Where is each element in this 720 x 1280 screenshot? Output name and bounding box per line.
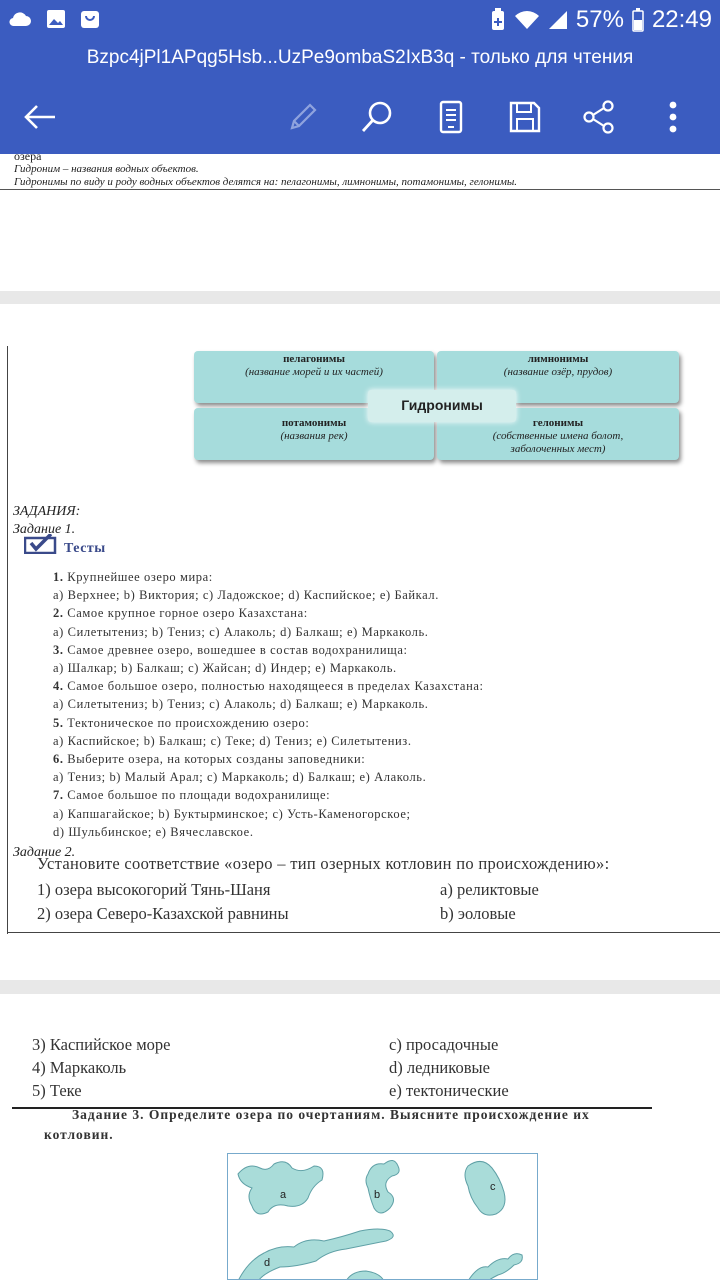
- search-button[interactable]: [350, 90, 404, 144]
- lake-label-b: b: [374, 1189, 381, 1201]
- task3-text: [44, 1105, 590, 1145]
- question-line: 2. Самое крупное горное озеро Казахстана:: [53, 606, 308, 621]
- question-line: 5. Тектоническое по происхождению озеро:: [53, 715, 310, 730]
- pencil-icon: [286, 100, 320, 134]
- match-right-item: а) реликтовые: [440, 880, 539, 899]
- answer-line: а) Силетытениз; b) Тениз; с) Алаколь; d) Балкаш; е) Маркаколь.: [53, 624, 429, 639]
- share-button[interactable]: [572, 90, 626, 144]
- save-icon: [508, 100, 542, 134]
- test-questions: [53, 568, 484, 841]
- status-bar: [0, 0, 720, 42]
- lake-outlines-image: [228, 1154, 538, 1280]
- tasks-heading: ЗАДАНИЯ:: [13, 504, 81, 519]
- match-left-item: 2) озера Северо-Казахской равнины: [37, 904, 289, 923]
- match-left-item: 4) Маркаколь: [32, 1058, 127, 1077]
- answer-line: а) Тениз; b) Малый Арал; с) Маркаколь; d) Балкаш; е) Алаколь.: [53, 770, 427, 785]
- match-left-item: 5) Теке: [32, 1081, 82, 1100]
- more-options-button[interactable]: [646, 90, 700, 144]
- checkbox-icon: [24, 534, 58, 554]
- match-right-item: с) просадочные: [389, 1035, 499, 1054]
- lake-label-d: d: [264, 1257, 271, 1269]
- task3-line: Задание 3. Определите озера по очертаниям. Выясните происхождение их: [72, 1107, 590, 1122]
- battery-saver-icon: [490, 8, 506, 32]
- task1-label: Задание 1.: [13, 522, 76, 537]
- question-line: 4. Самое большое озеро, полностью находящееся в пределах Казахстана:: [53, 679, 484, 694]
- share-icon: [582, 100, 616, 134]
- diagram-center-label: Гидронимы: [368, 390, 516, 422]
- back-arrow-icon: [23, 104, 57, 130]
- edit-button[interactable]: [276, 90, 330, 144]
- search-icon: [360, 100, 394, 134]
- question-line: 3. Самое древнее озеро, вошедшее в состав водохранилища:: [53, 642, 408, 657]
- diagram-box-subtitle-2: заболоченных мест): [510, 443, 606, 455]
- lake-label-a: a: [280, 1189, 287, 1201]
- diagram-box-subtitle: (названия рек): [280, 430, 348, 442]
- clock: 22:49: [651, 6, 712, 33]
- document-title: Bzpc4jPl1APqg5Hsb...UzPe9ombaS2IxB3q - только для чтения: [0, 42, 720, 80]
- match-right-item: d) ледниковые: [389, 1058, 490, 1077]
- page1-line-1: Гидроним – названия водных объектов.: [14, 163, 199, 175]
- match-left-item: 3) Каспийское море: [32, 1035, 171, 1054]
- document-page-2: [0, 304, 720, 980]
- battery-icon: [632, 8, 644, 32]
- gallery-icon: [46, 9, 66, 29]
- document-view-icon: [437, 100, 465, 134]
- match-right-item: е) тектонические: [389, 1081, 509, 1100]
- question-line: 6. Выберите озера, на которых созданы заповедники:: [53, 752, 366, 767]
- more-vert-icon: [668, 100, 678, 134]
- signal-icon: [548, 10, 568, 30]
- diagram-box-title: потамонимы: [281, 417, 347, 429]
- document-page-1: [0, 154, 720, 291]
- lake-outlines-figure: [227, 1153, 538, 1280]
- document-page-3: [0, 994, 720, 1280]
- diagram-box-title: лимнонимы: [527, 353, 589, 365]
- question-line: 1. Крупнейшее озеро мира:: [53, 570, 213, 584]
- wifi-icon: [514, 10, 540, 30]
- answer-line: а) Шалкар; b) Балкаш; с) Жайсан; d) Индер; е) Маркаколь.: [53, 661, 397, 676]
- page-rule: [0, 189, 720, 190]
- answer-line: а) Силетытениз; b) Тениз; с) Алаколь; d) Балкаш; е) Маркаколь.: [53, 697, 429, 712]
- lake-label-c: c: [490, 1181, 496, 1193]
- tests-title: Тесты: [64, 541, 106, 556]
- cloud-icon: [8, 10, 32, 28]
- diagram-box-subtitle: (название озёр, прудов): [503, 366, 613, 378]
- save-button[interactable]: [498, 90, 552, 144]
- page-rule: [7, 932, 720, 933]
- answer-line: а) Каспийское; b) Балкаш; с) Теке; d) Тениз; е) Силетытениз.: [53, 733, 412, 748]
- diagram-box-title: гелонимы: [532, 417, 584, 429]
- bag-icon: [80, 9, 100, 29]
- answer-line: d) Шульбинское; е) Вячеславское.: [53, 824, 254, 839]
- page-margin-rule: [7, 346, 8, 934]
- diagram-box-subtitle: (название морей и их частей): [245, 366, 383, 378]
- match-right-item: b) эоловые: [440, 904, 516, 923]
- diagram-box-title: пелагонимы: [283, 353, 345, 365]
- battery-percent: 57%: [575, 6, 624, 33]
- page1-line-2: Гидронимы по виду и роду водных объектов делятся на: пелагонимы, лимнонимы, потамонимы, гелонимы.: [14, 176, 518, 188]
- answer-line: а) Капшагайское; b) Буктырминское; с) Усть-Каменогорское;: [53, 806, 411, 821]
- page1-line-0: озера: [14, 154, 42, 163]
- answer-line: а) Верхнее; b) Виктория; с) Ладожское; d) Каспийское; е) Байкал.: [53, 588, 439, 603]
- task2-intro: Установите соответствие «озеро – тип озерных котловин по происхождению»:: [37, 854, 610, 873]
- back-button[interactable]: [13, 90, 67, 144]
- diagram-box-subtitle: (собственные имена болот,: [492, 430, 624, 442]
- task3-line: котловин.: [44, 1127, 114, 1142]
- match-left-item: 1) озера высокогорий Тянь-Шаня: [37, 880, 271, 899]
- task2-label: Задание 2.: [13, 845, 76, 860]
- toolbar: [0, 80, 720, 154]
- view-mode-button[interactable]: [424, 90, 478, 144]
- question-line: 7. Самое большое по площади водохранилище:: [53, 788, 331, 803]
